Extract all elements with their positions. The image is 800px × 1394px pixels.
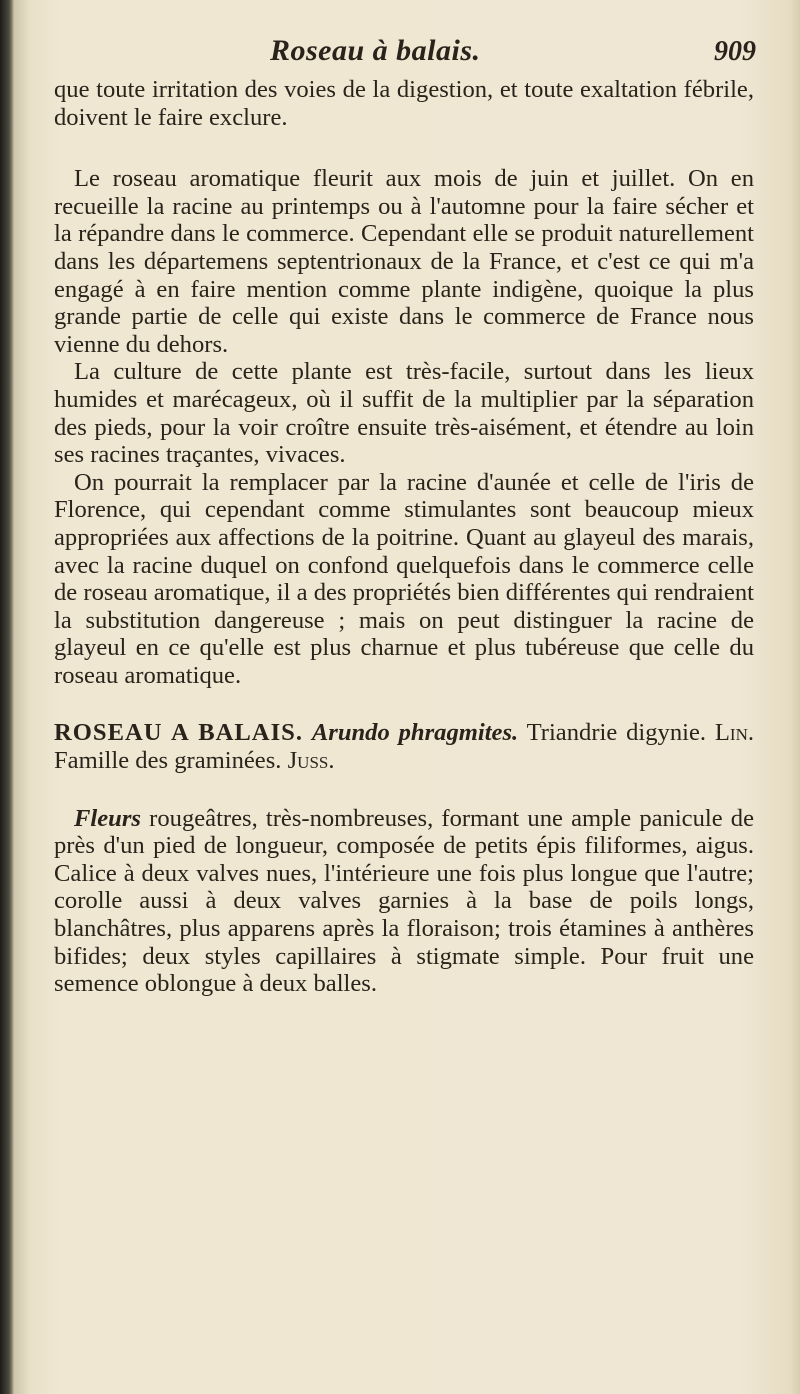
paragraph-culture: La culture de cette plante est très-facile, surtout dans les lieux humides et marécageux, où il suffit de la multiplier par la séparation des pieds, pour la voir croître ensuite très-aisément, et étendre au loin ses racines traçantes, vivaces. [54,358,754,469]
paragraph-continuation: que toute irritation des voies de la digestion, et toute exaltation fébrile, doivent le faire exclure. [54,76,754,131]
page-header [60,34,760,74]
binding-shadow [0,0,14,1394]
running-title: Roseau à balais. [270,34,481,67]
classification-jussieu: Famille des graminées. [54,747,282,775]
author-linnaeus: Lin. [714,719,754,747]
description-paragraph [54,805,754,998]
entry-heading [54,719,754,774]
description-lead: Fleurs [74,804,141,832]
author-jussieu: Juss. [287,747,335,775]
body-text [54,76,754,998]
description-text: rougeâtres, très-nombreuses, formant une ample panicule de près d'un pied de longueur, composée de petits épis filiformes, aigus. Calice à deux valves nues, l'intérieure une fois plus longue que l'autre; corolle aussi à deux valves garnies à la base de poils longs, blanchâtres, plus apparens après la floraison; trois étamines à anthères bifides; deux styles capillaires à stigmate simple. Pour fruit une semence oblongue à deux balles. [54,804,754,998]
paragraph-substitutes: On pourrait la remplacer par la racine d'aunée et celle de l'iris de Florence, qui cependant comme stimulantes sont beaucoup mieux appropriées aux affections de la poitrine. Quant au glayeul des marais, avec la racine duquel on confond quelquefois dans le commerce celle de roseau aromatique, il a des propriétés bien différentes qui rendraient la substitution dangereuse ; mais on peut distinguer la racine de glayeul en ce qu'elle est plus charnue et plus tubéreuse que celle du roseau aromatique. [54,468,754,689]
paragraph-flowering: Le roseau aromatique fleurit aux mois de juin et juillet. On en recueille la racine au printemps ou à l'automne pour la faire sécher et la répandre dans le commerce. Cependant elle se produit naturellement dans les départemens septentrionaux de la France, et c'est ce qui m'a engagé à en faire mention comme plante indigène, quoique la plus grande partie de celle qui existe dans le commerce de France nous vienne du dehors. [54,165,754,358]
entry-title: ROSEAU A BALAIS. [54,719,303,747]
classification-linnaeus: Triandrie digynie. [526,719,707,747]
page-number: 909 [714,36,756,67]
latin-name: Arundo phragmites. [311,719,519,747]
